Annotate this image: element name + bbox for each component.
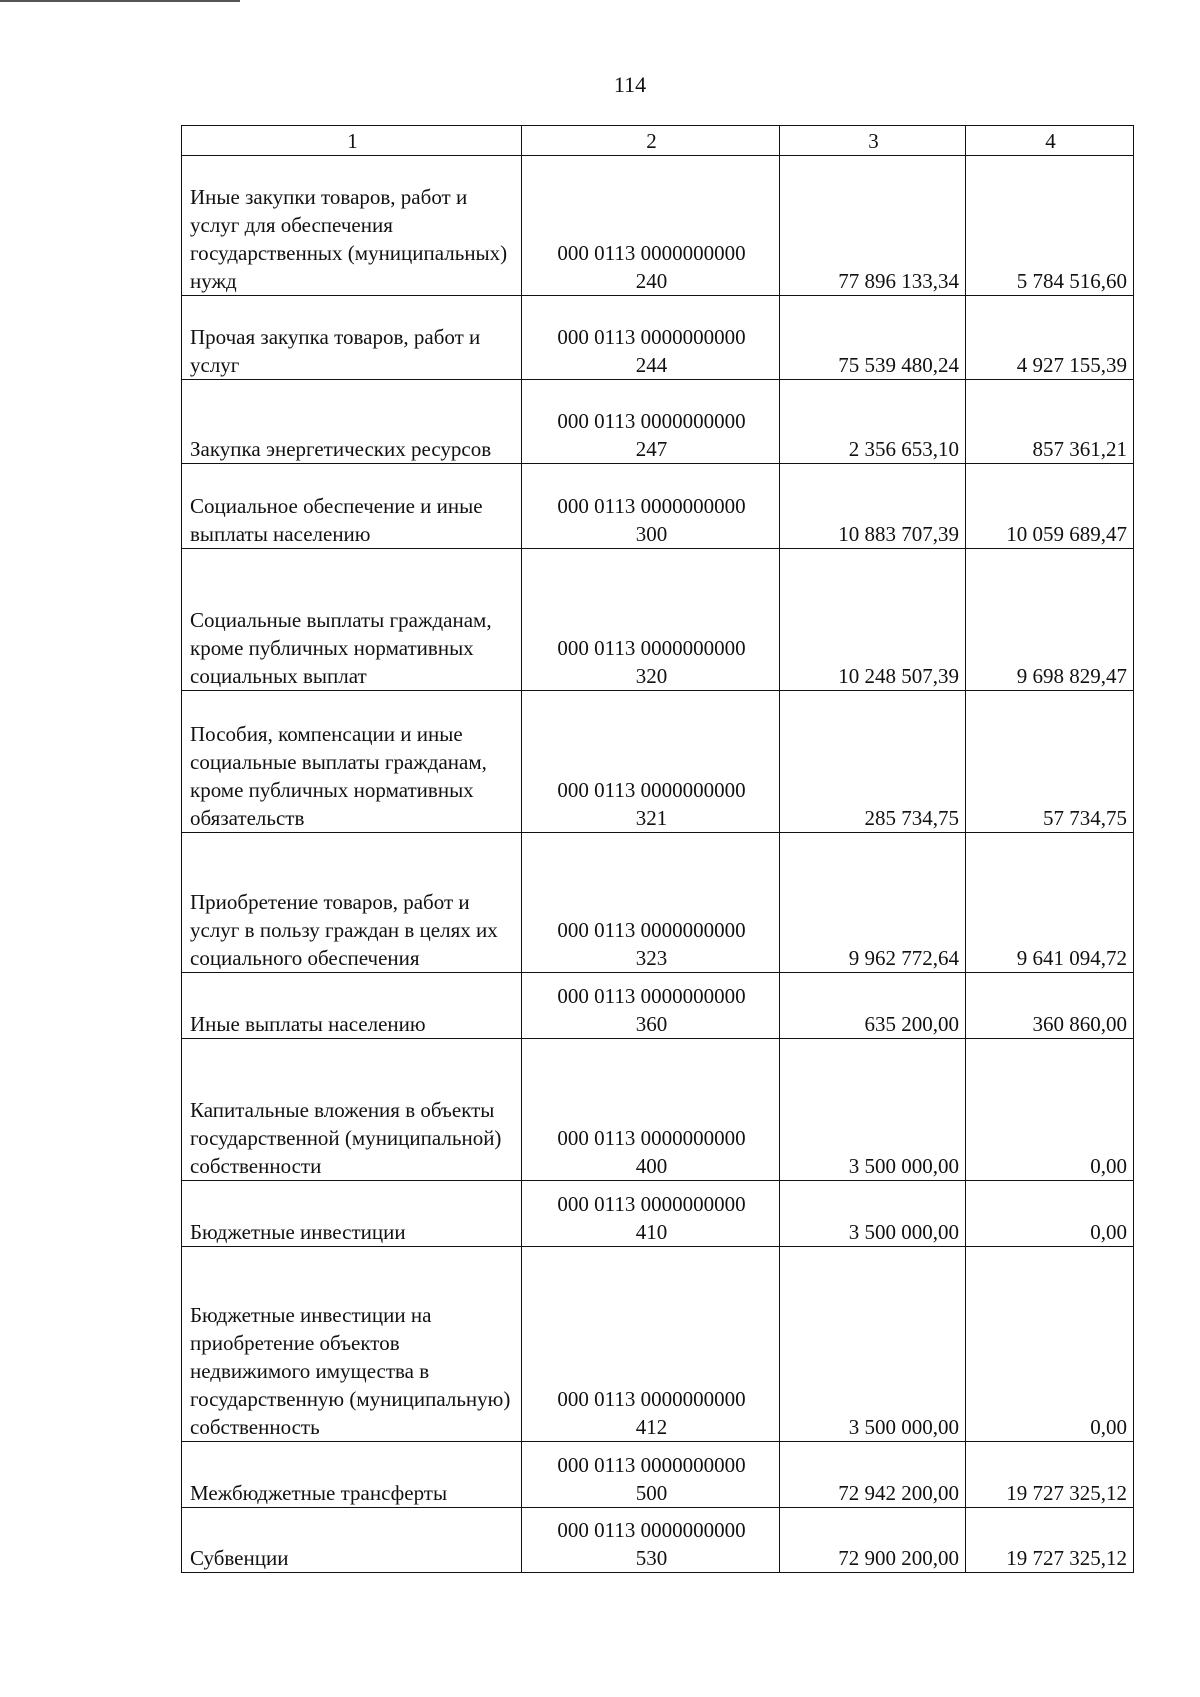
row-amount-col3: 3 500 000,00 xyxy=(780,1247,966,1442)
row-expense-type: 360 xyxy=(635,1012,668,1036)
row-amount-col4: 4 927 155,39 xyxy=(966,296,1134,380)
row-code: 000 0113 0000000000 xyxy=(557,984,746,1008)
row-code: 000 0113 0000000000 xyxy=(557,778,746,802)
table-row xyxy=(182,691,1134,833)
column-header-4: 4 xyxy=(966,126,1134,156)
row-name-cell: Межбюджетные трансферты xyxy=(182,1442,522,1508)
column-header-1: 1 xyxy=(182,126,522,156)
table-row xyxy=(182,1442,1134,1508)
row-amount-col3: 75 539 480,24 xyxy=(780,296,966,380)
table-row xyxy=(182,1508,1134,1573)
row-amount-col3: 10 248 507,39 xyxy=(780,549,966,691)
column-number-row xyxy=(182,126,1134,156)
row-code-cell xyxy=(522,1508,780,1573)
row-code-cell xyxy=(522,833,780,973)
row-amount-col4: 0,00 xyxy=(966,1181,1134,1247)
column-header-2: 2 xyxy=(522,126,780,156)
row-code: 000 0113 0000000000 xyxy=(557,918,746,942)
row-code: 000 0113 0000000000 xyxy=(557,636,746,660)
table-row xyxy=(182,156,1134,296)
row-name-cell: Иные закупки товаров, работ и услуг для обеспечения государственных (муниципальных) нужд xyxy=(182,156,522,296)
row-amount-col3: 635 200,00 xyxy=(780,973,966,1039)
row-code: 000 0113 0000000000 xyxy=(557,241,746,265)
column-header-3: 3 xyxy=(780,126,966,156)
row-code-cell xyxy=(522,1442,780,1508)
row-code: 000 0113 0000000000 xyxy=(557,1453,746,1477)
row-amount-col4: 0,00 xyxy=(966,1039,1134,1181)
row-code: 000 0113 0000000000 xyxy=(557,325,746,349)
row-code: 000 0113 0000000000 xyxy=(557,409,746,433)
row-name-cell: Закупка энергетических ресурсов xyxy=(182,380,522,464)
row-name-cell: Приобретение товаров, работ и услуг в пользу граждан в целях их социального обеспечения xyxy=(182,833,522,973)
row-expense-type: 244 xyxy=(635,353,668,377)
table-row xyxy=(182,464,1134,549)
row-code-cell xyxy=(522,973,780,1039)
row-expense-type: 320 xyxy=(635,664,668,688)
row-code-cell xyxy=(522,464,780,549)
row-expense-type: 400 xyxy=(635,1154,668,1178)
page-number: 114 xyxy=(613,72,647,97)
table-row xyxy=(182,973,1134,1039)
row-expense-type: 323 xyxy=(635,946,668,970)
row-name-cell: Бюджетные инвестиции на приобретение объектов недвижимого имущества в государственную (муниципальную) собственность xyxy=(182,1247,522,1442)
row-code-cell xyxy=(522,380,780,464)
row-amount-col4: 19 727 325,12 xyxy=(966,1508,1134,1573)
table-row xyxy=(182,296,1134,380)
row-code: 000 0113 0000000000 xyxy=(557,1518,746,1542)
row-code-cell xyxy=(522,156,780,296)
table-body xyxy=(182,126,1134,1573)
table-row xyxy=(182,549,1134,691)
row-expense-type: 530 xyxy=(635,1546,668,1570)
row-code-cell xyxy=(522,691,780,833)
row-amount-col3: 285 734,75 xyxy=(780,691,966,833)
row-name-cell: Субвенции xyxy=(182,1508,522,1573)
row-amount-col4: 9 698 829,47 xyxy=(966,549,1134,691)
row-amount-col3: 9 962 772,64 xyxy=(780,833,966,973)
row-amount-col4: 5 784 516,60 xyxy=(966,156,1134,296)
row-code-cell xyxy=(522,296,780,380)
row-amount-col3: 3 500 000,00 xyxy=(780,1039,966,1181)
row-name-cell: Иные выплаты населению xyxy=(182,973,522,1039)
table-row xyxy=(182,1039,1134,1181)
row-name-cell: Социальные выплаты гражданам, кроме публичных нормативных социальных выплат xyxy=(182,549,522,691)
row-amount-col3: 72 942 200,00 xyxy=(780,1442,966,1508)
row-code-cell xyxy=(522,1039,780,1181)
row-code: 000 0113 0000000000 xyxy=(557,1126,746,1150)
row-amount-col4: 57 734,75 xyxy=(966,691,1134,833)
row-code-cell xyxy=(522,1181,780,1247)
table-row xyxy=(182,1247,1134,1442)
row-name-cell: Капитальные вложения в объекты государственной (муниципальной) собственности xyxy=(182,1039,522,1181)
row-expense-type: 412 xyxy=(635,1415,668,1439)
row-expense-type: 500 xyxy=(635,1481,668,1505)
row-amount-col4: 360 860,00 xyxy=(966,973,1134,1039)
row-amount-col4: 857 361,21 xyxy=(966,380,1134,464)
row-amount-col4: 0,00 xyxy=(966,1247,1134,1442)
row-amount-col3: 72 900 200,00 xyxy=(780,1508,966,1573)
row-amount-col4: 9 641 094,72 xyxy=(966,833,1134,973)
row-code: 000 0113 0000000000 xyxy=(557,494,746,518)
scan-edge-line xyxy=(0,0,240,2)
row-amount-col4: 19 727 325,12 xyxy=(966,1442,1134,1508)
row-name-cell: Пособия, компенсации и иные социальные выплаты гражданам, кроме публичных нормативных обязательств xyxy=(182,691,522,833)
table-row xyxy=(182,380,1134,464)
row-expense-type: 410 xyxy=(635,1220,668,1244)
row-name-cell: Социальное обеспечение и иные выплаты населению xyxy=(182,464,522,549)
row-amount-col3: 10 883 707,39 xyxy=(780,464,966,549)
row-expense-type: 240 xyxy=(635,269,668,293)
row-expense-type: 321 xyxy=(635,806,668,830)
table-row xyxy=(182,833,1134,973)
row-amount-col4: 10 059 689,47 xyxy=(966,464,1134,549)
row-amount-col3: 2 356 653,10 xyxy=(780,380,966,464)
row-name-cell: Бюджетные инвестиции xyxy=(182,1181,522,1247)
budget-table xyxy=(181,125,1134,1573)
row-amount-col3: 77 896 133,34 xyxy=(780,156,966,296)
row-code-cell xyxy=(522,1247,780,1442)
row-code: 000 0113 0000000000 xyxy=(557,1192,746,1216)
row-code: 000 0113 0000000000 xyxy=(557,1387,746,1411)
row-code-cell xyxy=(522,549,780,691)
row-name-cell: Прочая закупка товаров, работ и услуг xyxy=(182,296,522,380)
row-expense-type: 300 xyxy=(635,522,668,546)
table-row xyxy=(182,1181,1134,1247)
row-amount-col3: 3 500 000,00 xyxy=(780,1181,966,1247)
row-expense-type: 247 xyxy=(635,437,668,461)
